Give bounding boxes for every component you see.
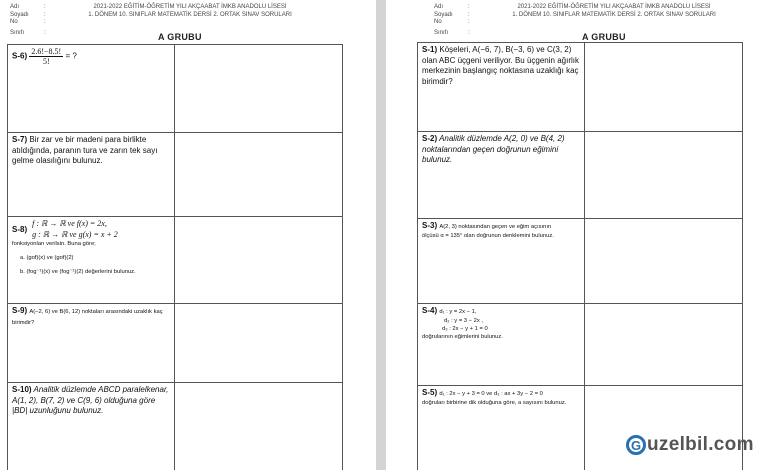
- question-table: [417, 42, 743, 470]
- question-row: [8, 383, 343, 470]
- name-label: Adı: [10, 4, 20, 10]
- school-name: 2021-2022 EĞİTİM-ÖĞRETİM YILI AKÇAABAT İMKB ANADOLU LİSESİ: [93, 4, 287, 10]
- question-row: [418, 386, 743, 470]
- question-row: [8, 217, 343, 304]
- logo-text: uzelbil.com: [647, 434, 754, 455]
- exam-page-left: [0, 0, 376, 470]
- question-text: Analitik düzlemde A(2, 0) ve B(4, 2) noktalarından geçen doğrunun eğimini bulunuz.: [422, 134, 565, 164]
- function-g: g : ℝ → ℝ ve g(x) = x + 2: [32, 229, 118, 239]
- question-number: S-3): [422, 221, 438, 230]
- class-label: Sınıfı: [434, 29, 449, 36]
- surname-label: Soyadı: [10, 11, 29, 18]
- school-name: 2021-2022 EĞİTİM-ÖĞRETİM YILI AKÇAABAT İMKB ANADOLU LİSESİ: [517, 4, 711, 10]
- question-text: A(−2, 6) ve B(6, 12) noktaları arasındaki uzaklık kaç birimdir?: [12, 309, 163, 326]
- answer-cell[interactable]: [175, 133, 343, 217]
- math-fraction: $\frac{2.6!-8.5!}{5!}$: [31, 47, 62, 66]
- question-cell: [418, 304, 585, 386]
- question-number: S-9): [12, 306, 28, 315]
- question-number: S-1): [422, 45, 438, 54]
- question-row: [418, 219, 743, 304]
- question-text: doğrularının eğimlerini bulunuz.: [422, 333, 503, 340]
- question-number: S-5): [422, 388, 438, 397]
- question-cell: [8, 217, 175, 304]
- logo-g-icon: G: [626, 435, 646, 455]
- question-number: S-4): [422, 306, 438, 315]
- question-text: Köşeleri, A(−6, 7), B(−3, 6) ve C(3, 2) olan ABC üçgeni veriliyor. Bu üçgenin ağırlık merkezinin başlangıç noktasına uzaklığı kaç birimdir?: [422, 45, 579, 86]
- question-row: [8, 304, 343, 383]
- question-cell: [8, 304, 175, 383]
- question-cell: [418, 132, 585, 219]
- question-number: S-8): [12, 225, 28, 234]
- group-label: A GRUBU: [582, 32, 626, 42]
- question-row: [418, 43, 743, 132]
- answer-cell[interactable]: [585, 132, 743, 219]
- question-text-2: ölçüsü α = 135° olan doğrunun denklemini bulunuz.: [422, 232, 554, 239]
- exam-title: [494, 4, 734, 19]
- watermark-logo: [626, 434, 754, 456]
- answer-cell[interactable]: [175, 304, 343, 383]
- question-number: S-6): [12, 51, 28, 61]
- function-f: f : ℝ → ℝ ve f(x) = 2x,: [32, 219, 107, 228]
- question-text: Bir zar ve bir madeni para birlikte atıldığında, paranın tura ve zarın tek sayı gelme olasılığını bulunuz.: [12, 135, 158, 165]
- option-b: b. (fog⁻¹)(x) ve (fog⁻¹)(2) değerlerini bulunuz.: [20, 269, 136, 275]
- exam-page-right: [386, 0, 780, 470]
- question-text: fonksiyonları verilsin. Buna göre;: [12, 241, 96, 247]
- exam-name: 1. DÖNEM 10. SINIFLAR MATEMATİK DERSİ 2. ORTAK SINAV SORULARI: [512, 11, 716, 18]
- question-cell: [8, 133, 175, 217]
- answer-cell[interactable]: [585, 219, 743, 304]
- no-label: No: [434, 19, 442, 26]
- question-text: Analitik düzlemde ABCD paralelkenar, A(1, 2), B(7, 2) ve C(9, 6) olduğuna göre |BD| uzunluğunu bulunuz.: [12, 385, 169, 415]
- question-number: S-10): [12, 385, 32, 394]
- question-text: A(2, 3) noktasından geçen ve eğim açısının: [439, 224, 552, 230]
- line-d3: d₃ : 2x − y + 1 = 0: [442, 325, 488, 332]
- question-cell: [418, 219, 585, 304]
- answer-cell[interactable]: [585, 43, 743, 132]
- answer-cell[interactable]: [175, 217, 343, 304]
- question-row: [8, 45, 343, 133]
- student-info-header: Adı : Soyadı : No : Sınıfı :: [434, 4, 470, 36]
- group-label: A GRUBU: [158, 32, 202, 42]
- answer-cell[interactable]: [175, 45, 343, 133]
- question-cell: [418, 386, 585, 470]
- question-text: d₁ : 2x − y + 3 = 0 ve d₂ : ax + 3y − 2 = 0: [439, 391, 543, 397]
- question-number: S-7): [12, 135, 28, 144]
- answer-cell[interactable]: [175, 383, 343, 470]
- line-d2: d₂ : y = 3 − 2x ,: [444, 317, 483, 324]
- class-label: Sınıfı: [10, 29, 25, 36]
- question-number: S-2): [422, 134, 438, 143]
- student-info-header: Adı : Soyadı : No : Sınıfı :: [10, 4, 46, 36]
- question-row: [8, 133, 343, 217]
- exam-name: 1. DÖNEM 10. SINIFLAR MATEMATİK DERSİ 2. ORTAK SINAV SORULARI: [88, 11, 292, 18]
- line-d1: d₁ : y = 2x − 1,: [439, 309, 477, 315]
- question-cell: [8, 383, 175, 470]
- answer-cell[interactable]: [585, 386, 743, 470]
- answer-cell[interactable]: [585, 304, 743, 386]
- question-row: [418, 304, 743, 386]
- option-a: a. (gof)(x) ve (gof)(2): [20, 255, 74, 261]
- surname-label: Soyadı: [434, 11, 453, 18]
- question-row: [418, 132, 743, 219]
- name-label: Adı: [434, 4, 444, 10]
- exam-title: [70, 4, 310, 19]
- question-text-2: doğruları birbirine dik olduğuna göre, a sayısını bulunuz.: [422, 399, 567, 406]
- question-cell: [418, 43, 585, 132]
- question-table: [7, 44, 343, 470]
- page-gap: [376, 0, 386, 470]
- question-cell: S-6) $\frac{2.6!-8.5!}{5!}$ = ?: [8, 45, 175, 133]
- no-label: No: [10, 19, 18, 26]
